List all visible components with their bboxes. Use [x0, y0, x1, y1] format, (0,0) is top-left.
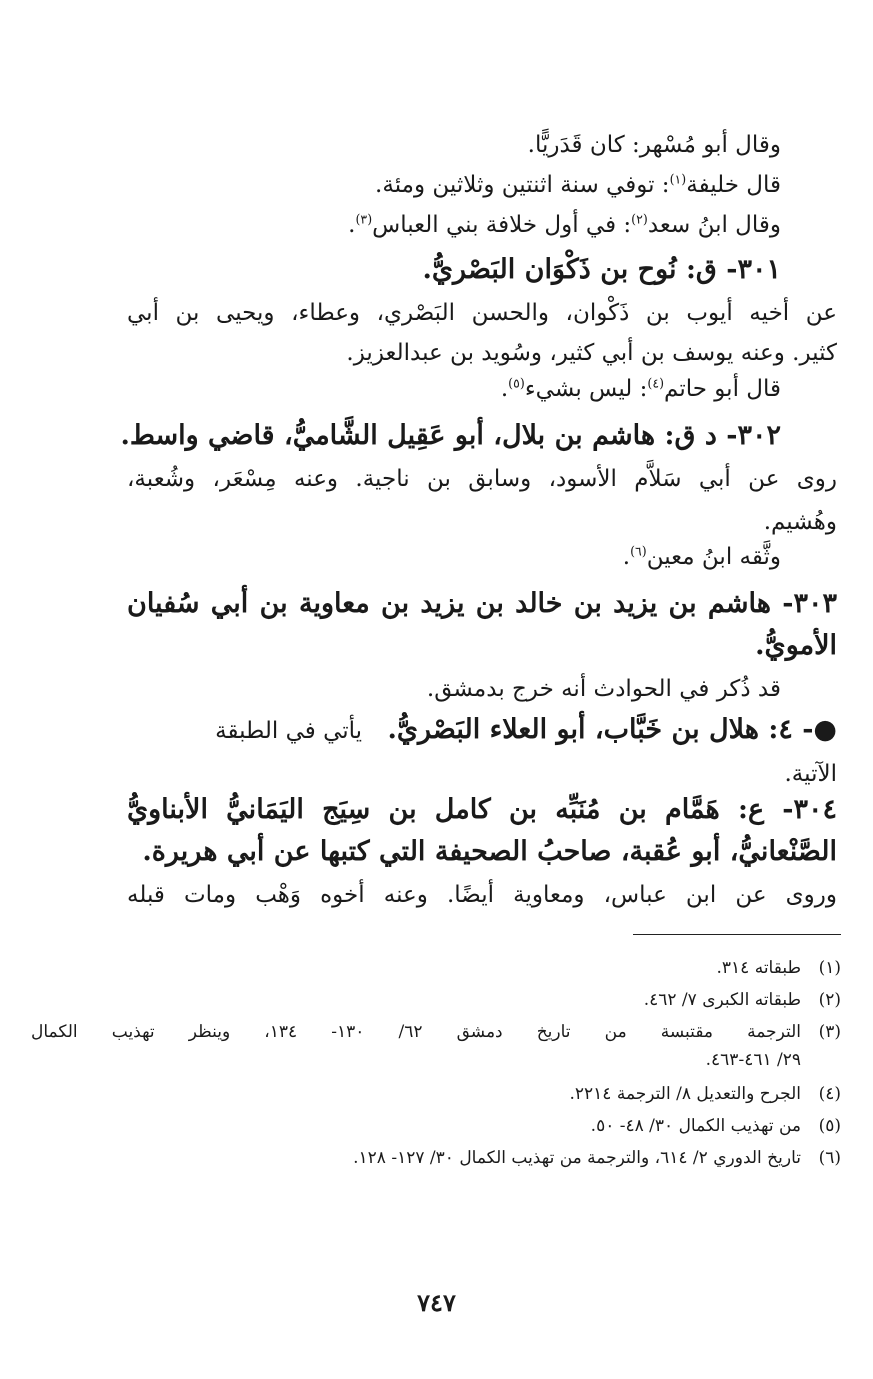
- text-line: وثَّقه ابنُ معين$^{(٦)}$.: [622, 543, 781, 570]
- text-line: قد ذُكر في الحوادث أنه خرج بدمشق.: [426, 676, 781, 702]
- entry-heading-303-cont: الأمويُّ.: [755, 630, 837, 661]
- footnote-ref[interactable]: (٢): [631, 211, 648, 227]
- text-line: كثير. وعنه يوسف بن أبي كثير، وسُويد بن عبدالعزيز.: [346, 340, 837, 366]
- text-line: وقال ابنُ سعد$^{(٢)}$: في أول خلافة بني العباس$^{(٣)}$.: [348, 211, 781, 238]
- entry-heading-303: ٣٠٣- هاشم بن يزيد بن خالد بن يزيد بن معاوية بن أبي سُفيان: [127, 588, 837, 619]
- footnote-3: (٣)الترجمة مقتبسة من تاريخ دمشق ٦٢/ ١٣٠- ١٣٤، وينظر تهذيب الكمال: [31, 1022, 841, 1042]
- text-line: قال أبو حاتم$^{(٤)}$: ليس بشيء$^{(٥)}$.: [500, 375, 781, 402]
- text-line: الآتية.: [784, 761, 837, 787]
- entry-heading-304: ٣٠٤- ع: هَمَّام بن مُنَبِّه بن كامل بن سِيَج اليَمَانيُّ الأبناويُّ: [127, 794, 838, 825]
- footnote-ref[interactable]: (٦): [630, 543, 647, 559]
- entry-heading-301: ٣٠١- ق: نُوح بن ذَكْوَان البَصْريُّ.: [422, 254, 781, 285]
- entry-heading-304-cont: الصَّنْعانيُّ، أبو عُقبة، صاحبُ الصحيفة التي كتبها عن أبي هريرة.: [142, 836, 837, 867]
- entry-heading-bullet-4: ●- ٤: هلال بن خَبَّاب، أبو العلاء البَصْريُّ. يأتي في الطبقة: [215, 714, 837, 745]
- footnote-2: (٢)طبقاته الكبرى ٧/ ٤٦٢.: [643, 990, 841, 1010]
- footnote-6: (٦)تاريخ الدوري ٢/ ٦١٤، والترجمة من تهذيب الكمال ٣٠/ ١٢٧- ١٢٨.: [353, 1148, 841, 1168]
- footnote-ref[interactable]: (٣): [355, 211, 373, 227]
- footnote-3-cont: ٢٩/ ٤٦١-٤٦٣.: [705, 1050, 801, 1070]
- text-line: وروى عن ابن عباس، ومعاوية أيضًا. وعنه أخوه وَهْب ومات قبله: [127, 882, 837, 908]
- text-line: وهُشيم.: [763, 509, 837, 535]
- text-line: قال خليفة$^{(١)}$: توفي سنة اثنتين وثلاثين ومئة.: [375, 171, 781, 198]
- footnote-ref[interactable]: (٤): [647, 375, 665, 391]
- footnote-separator: [633, 934, 841, 935]
- entry-heading-302: ٣٠٢- د ق: هاشم بن بلال، أبو عَقِيل الشَّاميُّ، قاضي واسط.: [120, 420, 781, 451]
- text-line: عن أخيه أيوب بن ذَكْوان، والحسن البَصْري، وعطاء، ويحيى بن أبي: [127, 300, 837, 326]
- footnote-1: (١)طبقاته ٣١٤.: [716, 958, 841, 978]
- footnote-4: (٤)الجرح والتعديل ٨/ الترجمة ٢٢١٤.: [569, 1084, 841, 1104]
- footnote-5: (٥)من تهذيب الكمال ٣٠/ ٤٨- ٥٠.: [590, 1116, 841, 1136]
- footnote-ref[interactable]: (١): [669, 171, 687, 187]
- page-number: ٧٤٧: [417, 1288, 456, 1317]
- footnote-ref[interactable]: (٥): [508, 375, 525, 391]
- text-line: روى عن أبي سَلاَّم الأسود، وسابق بن ناجية. وعنه مِسْعَر، وشُعبة،: [127, 466, 837, 492]
- text-line: وقال أبو مُسْهر: كان قَدَريًّا.: [527, 132, 781, 158]
